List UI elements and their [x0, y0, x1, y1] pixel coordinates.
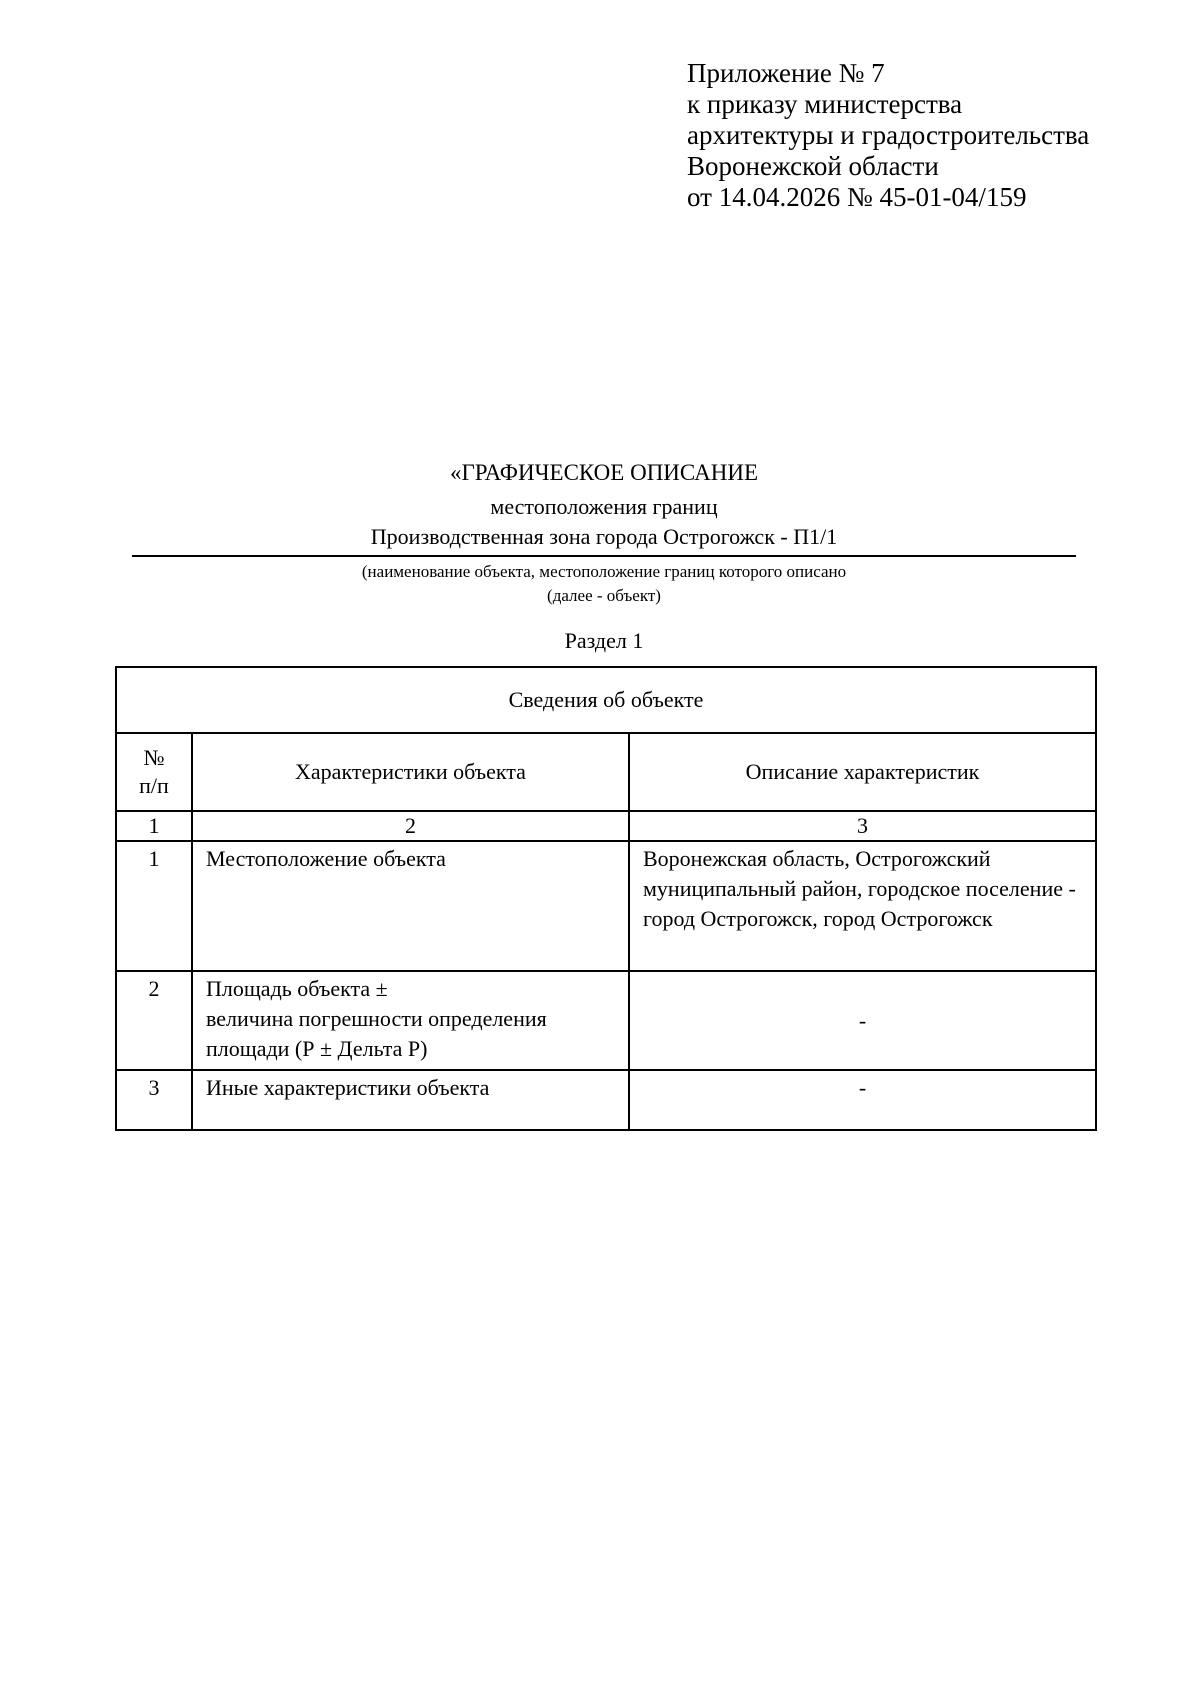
section-heading: Раздел 1	[564, 628, 644, 653]
row-characteristic: Местоположение объекта	[192, 841, 629, 971]
appendix-number: Приложение № 7	[687, 58, 885, 88]
object-name-note: (наименование объекта, местоположение границ которого описано	[361, 562, 847, 581]
row-description: -	[629, 971, 1096, 1070]
row-description: -	[629, 1070, 1096, 1130]
row-number: 3	[116, 1070, 192, 1130]
table-row	[116, 1070, 1096, 1130]
appendix-region: Воронежской области	[687, 151, 939, 181]
appendix-date-number: от 14.04.2026 № 45-01-04/159	[687, 182, 1027, 212]
header-characteristic: Характеристики объекта	[192, 733, 629, 811]
row-characteristic: Иные характеристики объекта	[192, 1070, 629, 1130]
table-caption: Сведения об объекте	[116, 667, 1096, 733]
row-characteristic	[192, 971, 629, 1070]
document-title-block	[132, 458, 1076, 656]
row-characteristic-line2: величина погрешности определения площади (Р ± Дельта Р)	[206, 1006, 547, 1061]
document-title: «ГРАФИЧЕСКОЕ ОПИСАНИЕ	[449, 460, 758, 485]
header-number	[116, 733, 192, 811]
header-description: Описание характеристик	[629, 733, 1096, 811]
table-row	[116, 841, 1096, 971]
object-name: Производственная зона города Острогожск - П1/1	[370, 524, 838, 549]
object-name-note-2: (далее - объект)	[547, 586, 661, 605]
document-subtitle: местоположения границ	[490, 494, 718, 519]
object-info-table	[115, 666, 1097, 1131]
row-number: 2	[116, 971, 192, 1070]
underline-rule	[132, 555, 1076, 557]
appendix-order-ref: к приказу министерства	[687, 89, 963, 119]
header-number-symbol: №	[143, 745, 165, 770]
column-index-1: 1	[116, 811, 192, 841]
appendix-header	[687, 58, 1089, 213]
row-number: 1	[116, 841, 192, 971]
header-number-abbr: п/п	[139, 773, 169, 798]
table-row	[116, 971, 1096, 1070]
column-index-row	[116, 811, 1096, 841]
row-description: Воронежская область, Острогожский муниципальный район, городское поселение - город Острогожск, город Острогожск	[629, 841, 1096, 971]
table-header-row	[116, 733, 1096, 811]
appendix-ministry: архитектуры и градостроительства	[687, 120, 1090, 150]
row-characteristic-line1: Площадь объекта ±	[206, 976, 388, 1001]
column-index-2: 2	[192, 811, 629, 841]
table-caption-row	[116, 667, 1096, 733]
column-index-3: 3	[629, 811, 1096, 841]
